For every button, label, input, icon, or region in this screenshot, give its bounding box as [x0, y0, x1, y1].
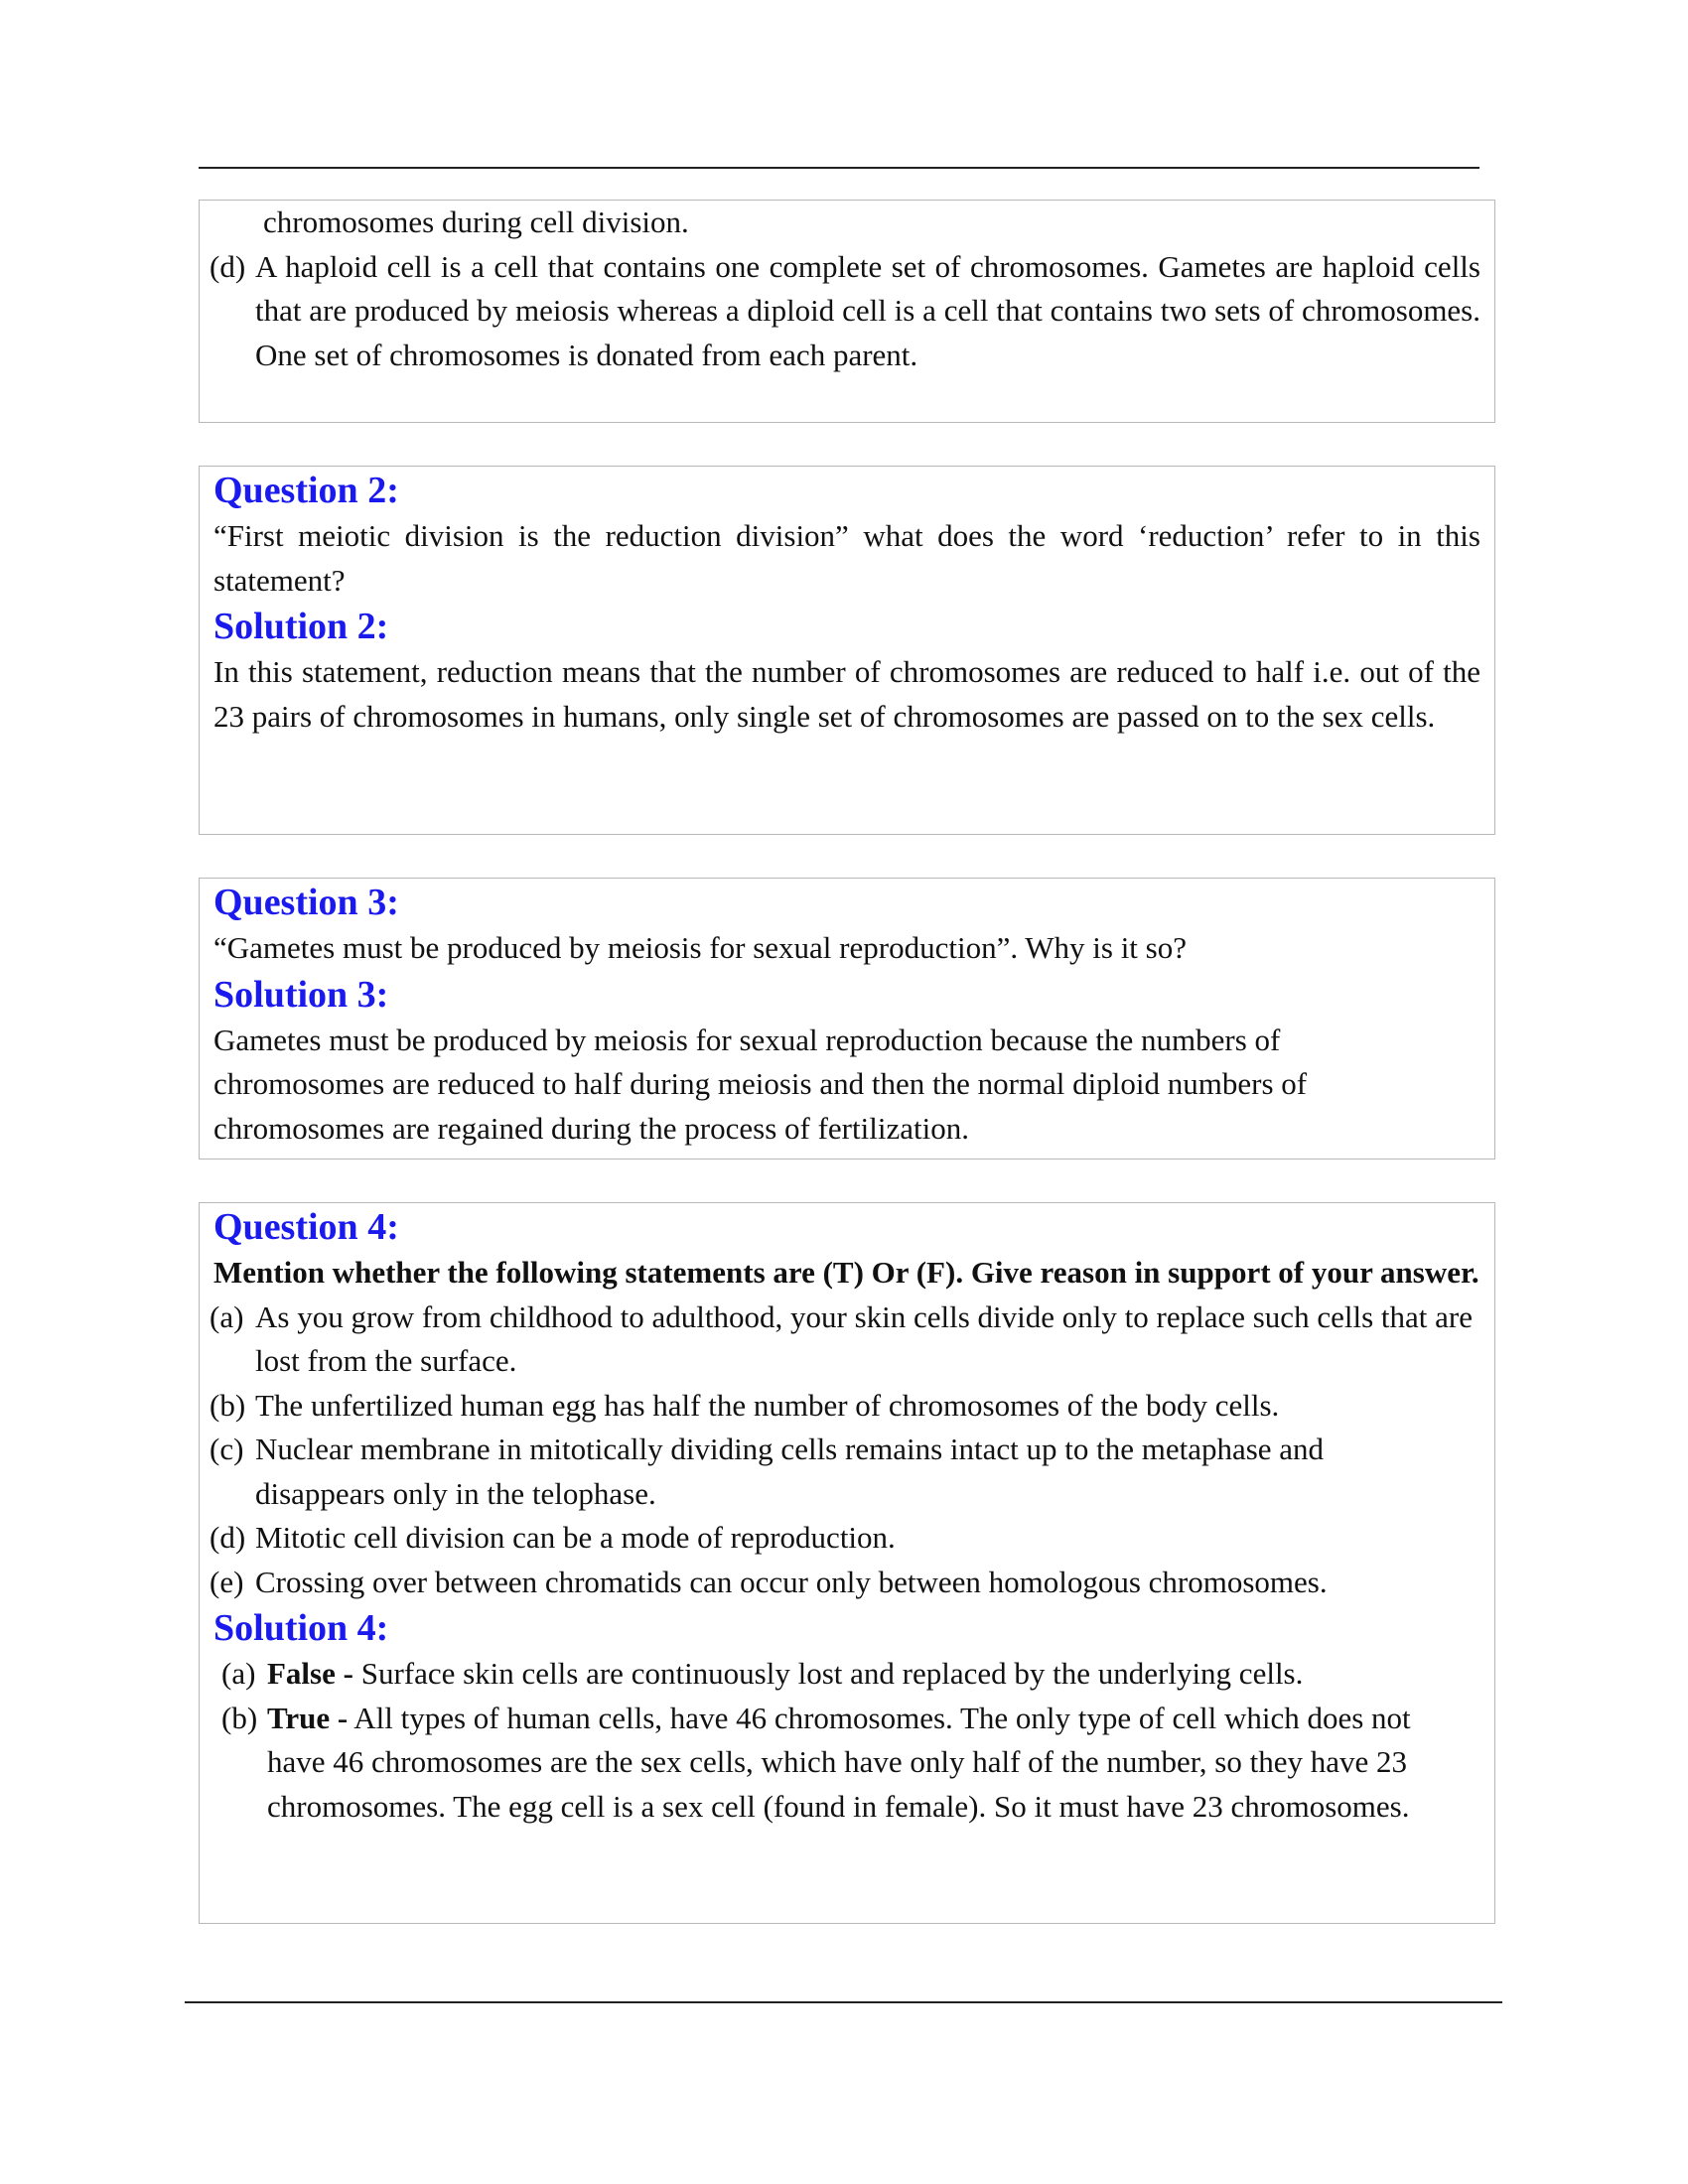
- statement-item: [210, 1561, 1480, 1605]
- item-text: A haploid cell is a cell that contains one complete set of chromosomes. Gametes are haploid cells that are produced by meiosis whereas a diploid cell is a cell that contains two sets of chromosomes. One set of chromosomes is donated from each parent.: [255, 248, 1480, 372]
- item-text: Mitotic cell division can be a mode of reproduction.: [255, 1520, 896, 1555]
- item-text: Nuclear membrane in mitotically dividing cells remains intact up to the metaphase and disappears only in the telophase.: [255, 1432, 1325, 1511]
- statement-item: [210, 1428, 1480, 1516]
- question-text: “Gametes must be produced by meiosis for sexual reproduction”. Why is it so?: [213, 930, 1187, 965]
- question-4-box: [199, 1202, 1495, 1924]
- item-label: (d): [210, 248, 246, 284]
- item-label: (a): [210, 1298, 244, 1334]
- item-label: (e): [210, 1564, 244, 1599]
- solution-heading: Solution 4:: [213, 1607, 389, 1649]
- question-text: “First meiotic division is the reduction division” what does the word ‘reduction’ refer to in this statement?: [213, 518, 1480, 598]
- footer-rule: [185, 2001, 1502, 2003]
- item-label: (a): [221, 1656, 256, 1691]
- statement-item: [210, 1296, 1480, 1384]
- item-text: As you grow from childhood to adulthood, your skin cells divide only to replace such cells that are lost from the surface.: [255, 1298, 1473, 1378]
- solution-text: In this statement, reduction means that the number of chromosomes are reduced to half i.e. out of the 23 pairs of chromosomes in humans, only single set of chromosomes are passed on to the sex cells.: [213, 654, 1480, 734]
- item-label: (c): [210, 1432, 244, 1466]
- solution-item: [213, 1652, 1480, 1697]
- question-instruction: Mention whether the following statements are (T) Or (F). Give reason in support of your answer.: [213, 1255, 1479, 1290]
- question-3-box: [199, 878, 1495, 1160]
- item-text: The unfertilized human egg has half the number of chromosomes of the body cells.: [255, 1387, 1280, 1423]
- continuation-text: chromosomes during cell division.: [263, 205, 689, 239]
- item-text: [267, 1697, 1480, 1830]
- statement-item: [210, 1384, 1480, 1429]
- list-item: [210, 245, 1480, 378]
- item-label: (d): [210, 1520, 246, 1555]
- item-text: Crossing over between chromatids can occur only between homologous chromosomes.: [255, 1564, 1328, 1599]
- solution-reason: All types of human cells, have 46 chromosomes. The only type of cell which does not have 46 chromosomes are the sex cells, which have only half of the number, so they have 23 chromosomes. The egg cell is a sex cell (found in female). So it must have 23 chromosomes.: [267, 1700, 1411, 1824]
- solution-text: Gametes must be produced by meiosis for sexual reproduction because the numbers of chromosomes are reduced to half during meiosis and then the normal diploid numbers of chromosomes are regained during the process of fertilization.: [213, 1022, 1308, 1146]
- verdict-label: True -: [267, 1700, 349, 1735]
- statement-item: [210, 1516, 1480, 1561]
- solution-item: [213, 1697, 1480, 1830]
- solution-heading: Solution 2:: [213, 606, 389, 647]
- item-text: [267, 1652, 1480, 1697]
- answer-continuation-box: [199, 200, 1495, 423]
- question-2-box: [199, 466, 1495, 835]
- verdict-label: False -: [267, 1656, 353, 1691]
- item-label: (b): [221, 1700, 258, 1735]
- question-heading: Question 3:: [213, 882, 399, 923]
- solution-reason: Surface skin cells are continuously lost and replaced by the underlying cells.: [352, 1656, 1304, 1691]
- item-label: (b): [210, 1387, 246, 1423]
- solution-heading: Solution 3:: [213, 973, 389, 1016]
- question-heading: Question 2:: [213, 470, 399, 511]
- question-heading: Question 4:: [213, 1206, 399, 1248]
- header-rule: [199, 167, 1479, 169]
